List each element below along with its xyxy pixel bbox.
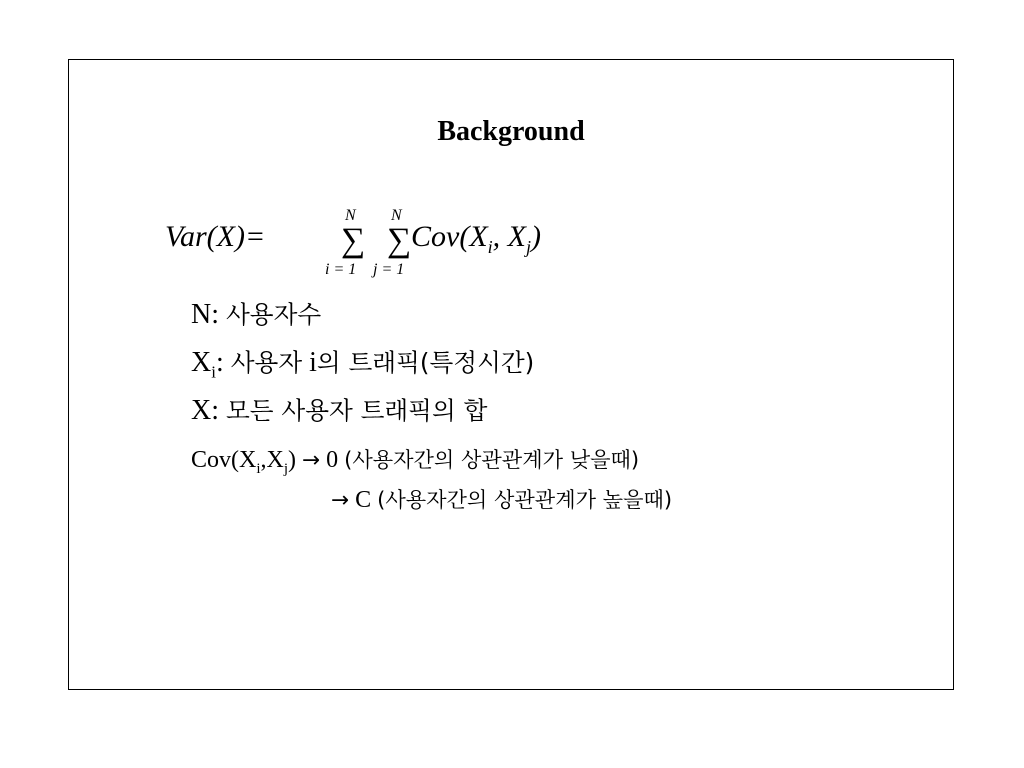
cov-low-text: (사용자간의 상관관계가 낮을때) xyxy=(344,447,640,472)
def-xi-ivar: i xyxy=(302,347,317,378)
def-xi-symbol: $X_i$: xyxy=(191,347,224,382)
def-n-text: 사용자수 xyxy=(226,300,322,329)
cov-expression: $Cov(X_i,X_j)$ xyxy=(191,447,297,477)
slide xyxy=(68,59,954,690)
slide-title: Background xyxy=(437,116,585,147)
def-n-symbol: N: xyxy=(191,299,219,330)
def-x xyxy=(191,392,487,427)
arrow-right-icon: → xyxy=(302,448,321,473)
def-cov-low xyxy=(191,444,639,478)
sum-i-lower: i = 1 xyxy=(325,261,357,278)
def-xi-text-before: 사용자 xyxy=(230,348,303,377)
variance-formula xyxy=(165,202,625,282)
sum-j-sigma: ∑ xyxy=(387,222,412,259)
sum-i-upper: N xyxy=(345,207,356,224)
sum-j-upper: N xyxy=(391,207,402,224)
def-x-text: 모든 사용자 트래픽의 합 xyxy=(226,396,488,425)
def-xi-text-after: 의 트래픽(특정시간) xyxy=(316,348,535,377)
sum-j-lower: j = 1 xyxy=(373,261,405,278)
cov-low-value: 0 xyxy=(326,447,339,473)
def-x-symbol: X: xyxy=(191,395,219,426)
sum-i-sigma: ∑ xyxy=(341,222,366,259)
def-n xyxy=(191,296,321,331)
cov-high-text: (사용자간의 상관관계가 높을때) xyxy=(377,487,673,512)
def-xi xyxy=(191,344,534,383)
formula-rhs: $Cov(X_i$, $X_j$) xyxy=(411,220,541,257)
cov-high-value: C xyxy=(355,487,372,513)
arrow-right-icon: → xyxy=(331,488,350,513)
def-cov-high xyxy=(331,484,672,514)
formula-lhs: Var(X)= xyxy=(165,220,266,253)
